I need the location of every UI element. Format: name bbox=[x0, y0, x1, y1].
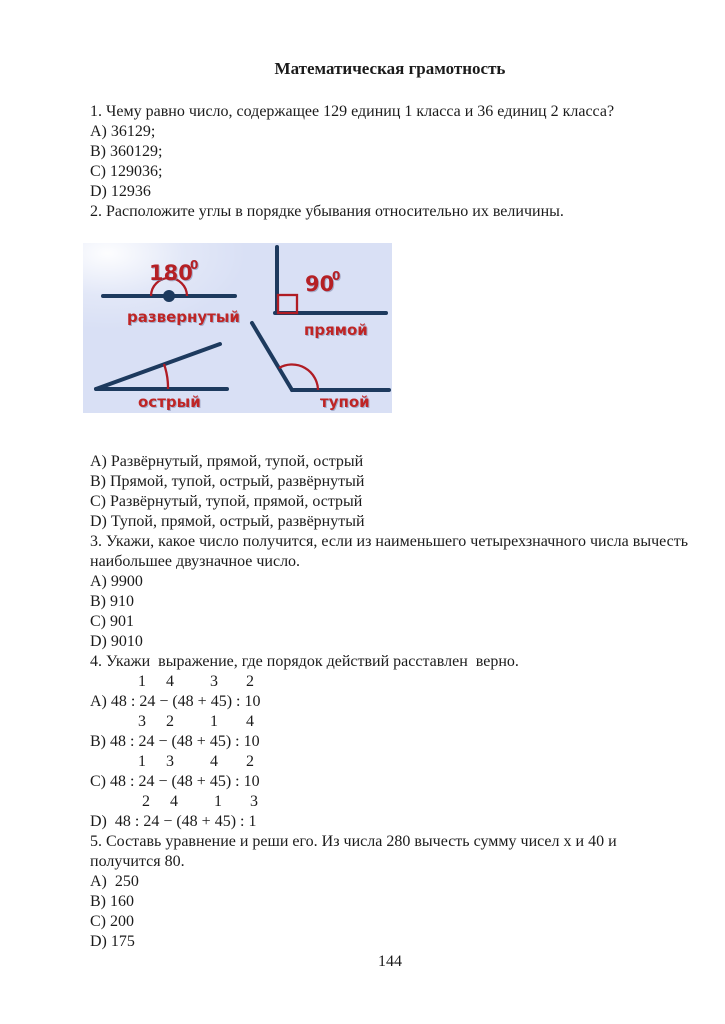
question-2-text: 2. Расположите углы в порядке убывания относительно их величины. bbox=[90, 203, 564, 220]
page-number: 144 bbox=[378, 953, 402, 970]
question-2-option-a: A) Развёрнутый, прямой, тупой, острый bbox=[90, 453, 364, 470]
question-3-option-b: B) 910 bbox=[90, 593, 134, 610]
question-5-text: 5. Составь уравнение и реши его. Из числа 280 вычесть сумму чисел x и 40 и получится 80. bbox=[90, 833, 621, 870]
right-angle-label: прямой bbox=[304, 321, 368, 339]
question-2-option-b: B) Прямой, тупой, острый, развёрнутый bbox=[90, 473, 365, 490]
question-4-order-b: 3 2 1 4 bbox=[90, 713, 254, 730]
question-1-option-a: A) 36129; bbox=[90, 123, 156, 140]
straight-angle-degree-sup: 0 bbox=[190, 258, 199, 272]
question-5-option-d: D) 175 bbox=[90, 933, 135, 950]
text-block bbox=[90, 0, 693, 972]
question-3-option-a: A) 9900 bbox=[90, 573, 143, 590]
question-3-text: 3. Укажи, какое число получится, если из наименьшего четырехзначного числа вычесть наибольшее двузначное число. bbox=[90, 533, 693, 570]
question-2-option-c: C) Развёрнутый, тупой, прямой, острый bbox=[90, 493, 363, 510]
question-4-option-b: B) 48 : 24 − (48 + 45) : 10 bbox=[90, 733, 260, 750]
question-1-option-b: B) 360129; bbox=[90, 143, 163, 160]
question-1-option-c: C) 129036; bbox=[90, 163, 163, 180]
right-angle-value: 90 bbox=[305, 272, 335, 296]
question-5-option-b: B) 160 bbox=[90, 893, 134, 910]
straight-angle-label: развернутый bbox=[127, 308, 240, 326]
straight-angle-value: 180 bbox=[149, 261, 193, 285]
page-title: Математическая грамотность bbox=[274, 59, 506, 78]
question-4-option-a: A) 48 : 24 − (48 + 45) : 10 bbox=[90, 693, 261, 710]
obtuse-angle-label: тупой bbox=[320, 393, 370, 411]
question-4-order-c: 1 3 4 2 bbox=[90, 753, 254, 770]
question-5-option-a: A) 250 bbox=[90, 873, 139, 890]
question-4-option-d: D) 48 : 24 − (48 + 45) : 1 bbox=[90, 813, 257, 830]
question-4-text: 4. Укажи выражение, где порядок действий расставлен верно. bbox=[90, 653, 519, 670]
question-4-order-a: 1 4 3 2 bbox=[90, 673, 254, 690]
question-3-option-c: C) 901 bbox=[90, 613, 134, 630]
right-angle-degree-sup: 0 bbox=[332, 269, 341, 283]
question-1-option-d: D) 12936 bbox=[90, 183, 151, 200]
acute-angle-label: острый bbox=[138, 393, 201, 411]
question-3-option-d: D) 9010 bbox=[90, 633, 143, 650]
vertex-dot bbox=[163, 290, 175, 302]
question-5-option-c: C) 200 bbox=[90, 913, 134, 930]
question-2-option-d: D) Тупой, прямой, острый, развёрнутый bbox=[90, 513, 365, 530]
question-1-text: 1. Чему равно число, содержащее 129 единиц 1 класса и 36 единиц 2 класса? bbox=[90, 103, 615, 120]
angles-diagram bbox=[83, 243, 392, 413]
question-4-order-d: 2 4 1 3 bbox=[90, 793, 258, 810]
question-4-option-c: C) 48 : 24 − (48 + 45) : 10 bbox=[90, 773, 260, 790]
